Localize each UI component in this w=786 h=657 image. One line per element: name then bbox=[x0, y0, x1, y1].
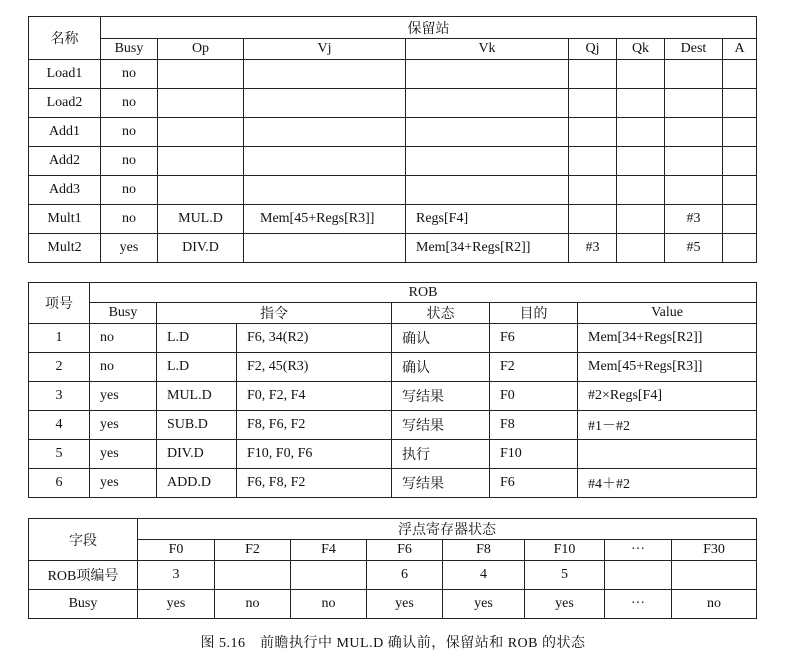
table-row bbox=[29, 234, 757, 263]
rob-dest: F6 bbox=[490, 324, 578, 353]
col-busy: Busy bbox=[90, 303, 157, 324]
col-dest: Dest bbox=[665, 39, 723, 60]
station-vj bbox=[244, 234, 406, 263]
rob-state: 执行 bbox=[392, 440, 490, 469]
table-row bbox=[29, 147, 757, 176]
rob-operands: F6, F8, F2 bbox=[237, 469, 392, 498]
rob-table bbox=[28, 282, 757, 498]
col-destination: 目的 bbox=[490, 303, 578, 324]
station-busy: no bbox=[101, 147, 158, 176]
col-busy: Busy bbox=[101, 39, 158, 60]
station-busy: no bbox=[101, 60, 158, 89]
station-qj bbox=[569, 60, 617, 89]
rob-dest: F0 bbox=[490, 382, 578, 411]
col-qj: Qj bbox=[569, 39, 617, 60]
rob-id: 4 bbox=[29, 411, 90, 440]
station-qj bbox=[569, 147, 617, 176]
busy-cell: yes bbox=[138, 590, 215, 619]
station-name: Load2 bbox=[29, 89, 101, 118]
col-vk: Vk bbox=[406, 39, 569, 60]
station-vj: Mem[45+Regs[R3]] bbox=[244, 205, 406, 234]
station-busy: no bbox=[101, 89, 158, 118]
station-dest bbox=[665, 118, 723, 147]
station-op: DIV.D bbox=[158, 234, 244, 263]
rob-id: 2 bbox=[29, 353, 90, 382]
name-header: 名称 bbox=[29, 17, 101, 60]
station-vk bbox=[406, 89, 569, 118]
rob-operands: F0, F2, F4 bbox=[237, 382, 392, 411]
col-register: F4 bbox=[291, 540, 367, 561]
rob-operands: F10, F0, F6 bbox=[237, 440, 392, 469]
busy-cell: yes bbox=[525, 590, 605, 619]
rob-value: #4＋#2 bbox=[578, 469, 757, 498]
station-vj bbox=[244, 147, 406, 176]
rob-value: Mem[45+Regs[R3]] bbox=[578, 353, 757, 382]
rob-id: 6 bbox=[29, 469, 90, 498]
station-a bbox=[723, 118, 757, 147]
rob-number-cell bbox=[291, 561, 367, 590]
rob-value bbox=[578, 440, 757, 469]
rob-busy: yes bbox=[90, 469, 157, 498]
station-a bbox=[723, 89, 757, 118]
station-a bbox=[723, 60, 757, 89]
rob-number-cell: 4 bbox=[443, 561, 525, 590]
station-op bbox=[158, 147, 244, 176]
station-vk: Regs[F4] bbox=[406, 205, 569, 234]
rob-operands: F6, 34(R2) bbox=[237, 324, 392, 353]
col-state: 状态 bbox=[392, 303, 490, 324]
col-vj: Vj bbox=[244, 39, 406, 60]
fp-register-status-table bbox=[28, 518, 757, 619]
station-qj bbox=[569, 176, 617, 205]
rob-op: MUL.D bbox=[157, 382, 237, 411]
station-qj bbox=[569, 89, 617, 118]
station-busy: no bbox=[101, 118, 158, 147]
busy-row bbox=[29, 590, 757, 619]
rob-state: 写结果 bbox=[392, 382, 490, 411]
row-label: Busy bbox=[29, 590, 138, 619]
station-dest: #3 bbox=[665, 205, 723, 234]
rob-op: ADD.D bbox=[157, 469, 237, 498]
station-vk bbox=[406, 60, 569, 89]
station-dest bbox=[665, 89, 723, 118]
rob-busy: no bbox=[90, 353, 157, 382]
station-qk bbox=[617, 205, 665, 234]
station-vk bbox=[406, 176, 569, 205]
rob-number-row bbox=[29, 561, 757, 590]
rob-state: 写结果 bbox=[392, 411, 490, 440]
station-a bbox=[723, 147, 757, 176]
station-qj bbox=[569, 205, 617, 234]
table-row bbox=[29, 89, 757, 118]
item-header: 项号 bbox=[29, 283, 90, 324]
figure-caption: 图 5.16 前瞻执行中 MUL.D 确认前，保留站和 ROB 的状态 bbox=[200, 636, 586, 651]
station-a bbox=[723, 205, 757, 234]
rob-id: 5 bbox=[29, 440, 90, 469]
busy-cell: yes bbox=[443, 590, 525, 619]
rob-busy: no bbox=[90, 324, 157, 353]
station-dest bbox=[665, 147, 723, 176]
busy-cell: no bbox=[291, 590, 367, 619]
rob-title: ROB bbox=[90, 283, 757, 303]
rob-id: 3 bbox=[29, 382, 90, 411]
rob-value: #2×Regs[F4] bbox=[578, 382, 757, 411]
rob-number-cell: 3 bbox=[138, 561, 215, 590]
rob-dest: F10 bbox=[490, 440, 578, 469]
station-op bbox=[158, 60, 244, 89]
station-op bbox=[158, 89, 244, 118]
station-busy: yes bbox=[101, 234, 158, 263]
col-value: Value bbox=[578, 303, 757, 324]
station-name: Mult1 bbox=[29, 205, 101, 234]
rob-value: Mem[34+Regs[R2]] bbox=[578, 324, 757, 353]
rob-dest: F2 bbox=[490, 353, 578, 382]
rob-op: DIV.D bbox=[157, 440, 237, 469]
rob-state: 确认 bbox=[392, 353, 490, 382]
busy-cell: yes bbox=[367, 590, 443, 619]
station-busy: no bbox=[101, 205, 158, 234]
station-a bbox=[723, 176, 757, 205]
col-qk: Qk bbox=[617, 39, 665, 60]
station-dest bbox=[665, 176, 723, 205]
table-row bbox=[29, 205, 757, 234]
col-register: F0 bbox=[138, 540, 215, 561]
busy-cell: ··· bbox=[605, 590, 672, 619]
station-op bbox=[158, 118, 244, 147]
station-op: MUL.D bbox=[158, 205, 244, 234]
station-name: Add1 bbox=[29, 118, 101, 147]
rob-state: 确认 bbox=[392, 324, 490, 353]
busy-cell: no bbox=[215, 590, 291, 619]
station-dest bbox=[665, 60, 723, 89]
table-row bbox=[29, 411, 757, 440]
rob-dest: F6 bbox=[490, 469, 578, 498]
table-row bbox=[29, 469, 757, 498]
rob-busy: yes bbox=[90, 382, 157, 411]
rob-operands: F2, 45(R3) bbox=[237, 353, 392, 382]
rob-op: L.D bbox=[157, 324, 237, 353]
station-vk bbox=[406, 147, 569, 176]
table-row bbox=[29, 353, 757, 382]
rob-number-cell bbox=[215, 561, 291, 590]
col-ellipsis: ··· bbox=[605, 540, 672, 561]
reservation-station-table bbox=[28, 16, 757, 263]
rob-operands: F8, F6, F2 bbox=[237, 411, 392, 440]
station-qk bbox=[617, 176, 665, 205]
station-qk bbox=[617, 118, 665, 147]
col-register: F8 bbox=[443, 540, 525, 561]
station-vj bbox=[244, 176, 406, 205]
station-busy: no bbox=[101, 176, 158, 205]
col-register: F2 bbox=[215, 540, 291, 561]
rob-busy: yes bbox=[90, 440, 157, 469]
busy-cell: no bbox=[672, 590, 757, 619]
col-register: F6 bbox=[367, 540, 443, 561]
station-vj bbox=[244, 118, 406, 147]
station-op bbox=[158, 176, 244, 205]
station-dest: #5 bbox=[665, 234, 723, 263]
rob-number-cell: 5 bbox=[525, 561, 605, 590]
table-row bbox=[29, 118, 757, 147]
station-qk bbox=[617, 147, 665, 176]
col-register: F30 bbox=[672, 540, 757, 561]
rob-value: #1－#2 bbox=[578, 411, 757, 440]
station-vk: Mem[34+Regs[R2]] bbox=[406, 234, 569, 263]
station-qk bbox=[617, 234, 665, 263]
station-name: Mult2 bbox=[29, 234, 101, 263]
rob-number-cell bbox=[605, 561, 672, 590]
station-vk bbox=[406, 118, 569, 147]
rob-number-cell: 6 bbox=[367, 561, 443, 590]
station-qj bbox=[569, 118, 617, 147]
station-qk bbox=[617, 89, 665, 118]
col-op: Op bbox=[158, 39, 244, 60]
field-header: 字段 bbox=[29, 519, 138, 561]
station-name: Add3 bbox=[29, 176, 101, 205]
row-label: ROB项编号 bbox=[29, 561, 138, 590]
station-name: Add2 bbox=[29, 147, 101, 176]
table-row bbox=[29, 324, 757, 353]
rob-state: 写结果 bbox=[392, 469, 490, 498]
station-vj bbox=[244, 60, 406, 89]
col-a: A bbox=[723, 39, 757, 60]
table-row bbox=[29, 440, 757, 469]
table-row bbox=[29, 382, 757, 411]
table-row bbox=[29, 176, 757, 205]
rob-number-cell bbox=[672, 561, 757, 590]
reservation-station-title: 保留站 bbox=[101, 17, 757, 39]
rob-dest: F8 bbox=[490, 411, 578, 440]
rob-busy: yes bbox=[90, 411, 157, 440]
rob-op: L.D bbox=[157, 353, 237, 382]
col-register: F10 bbox=[525, 540, 605, 561]
station-a bbox=[723, 234, 757, 263]
station-name: Load1 bbox=[29, 60, 101, 89]
col-instruction: 指令 bbox=[157, 303, 392, 324]
table-row bbox=[29, 60, 757, 89]
station-qk bbox=[617, 60, 665, 89]
rob-op: SUB.D bbox=[157, 411, 237, 440]
station-vj bbox=[244, 89, 406, 118]
rob-id: 1 bbox=[29, 324, 90, 353]
fp-register-title: 浮点寄存器状态 bbox=[138, 519, 757, 540]
station-qj: #3 bbox=[569, 234, 617, 263]
